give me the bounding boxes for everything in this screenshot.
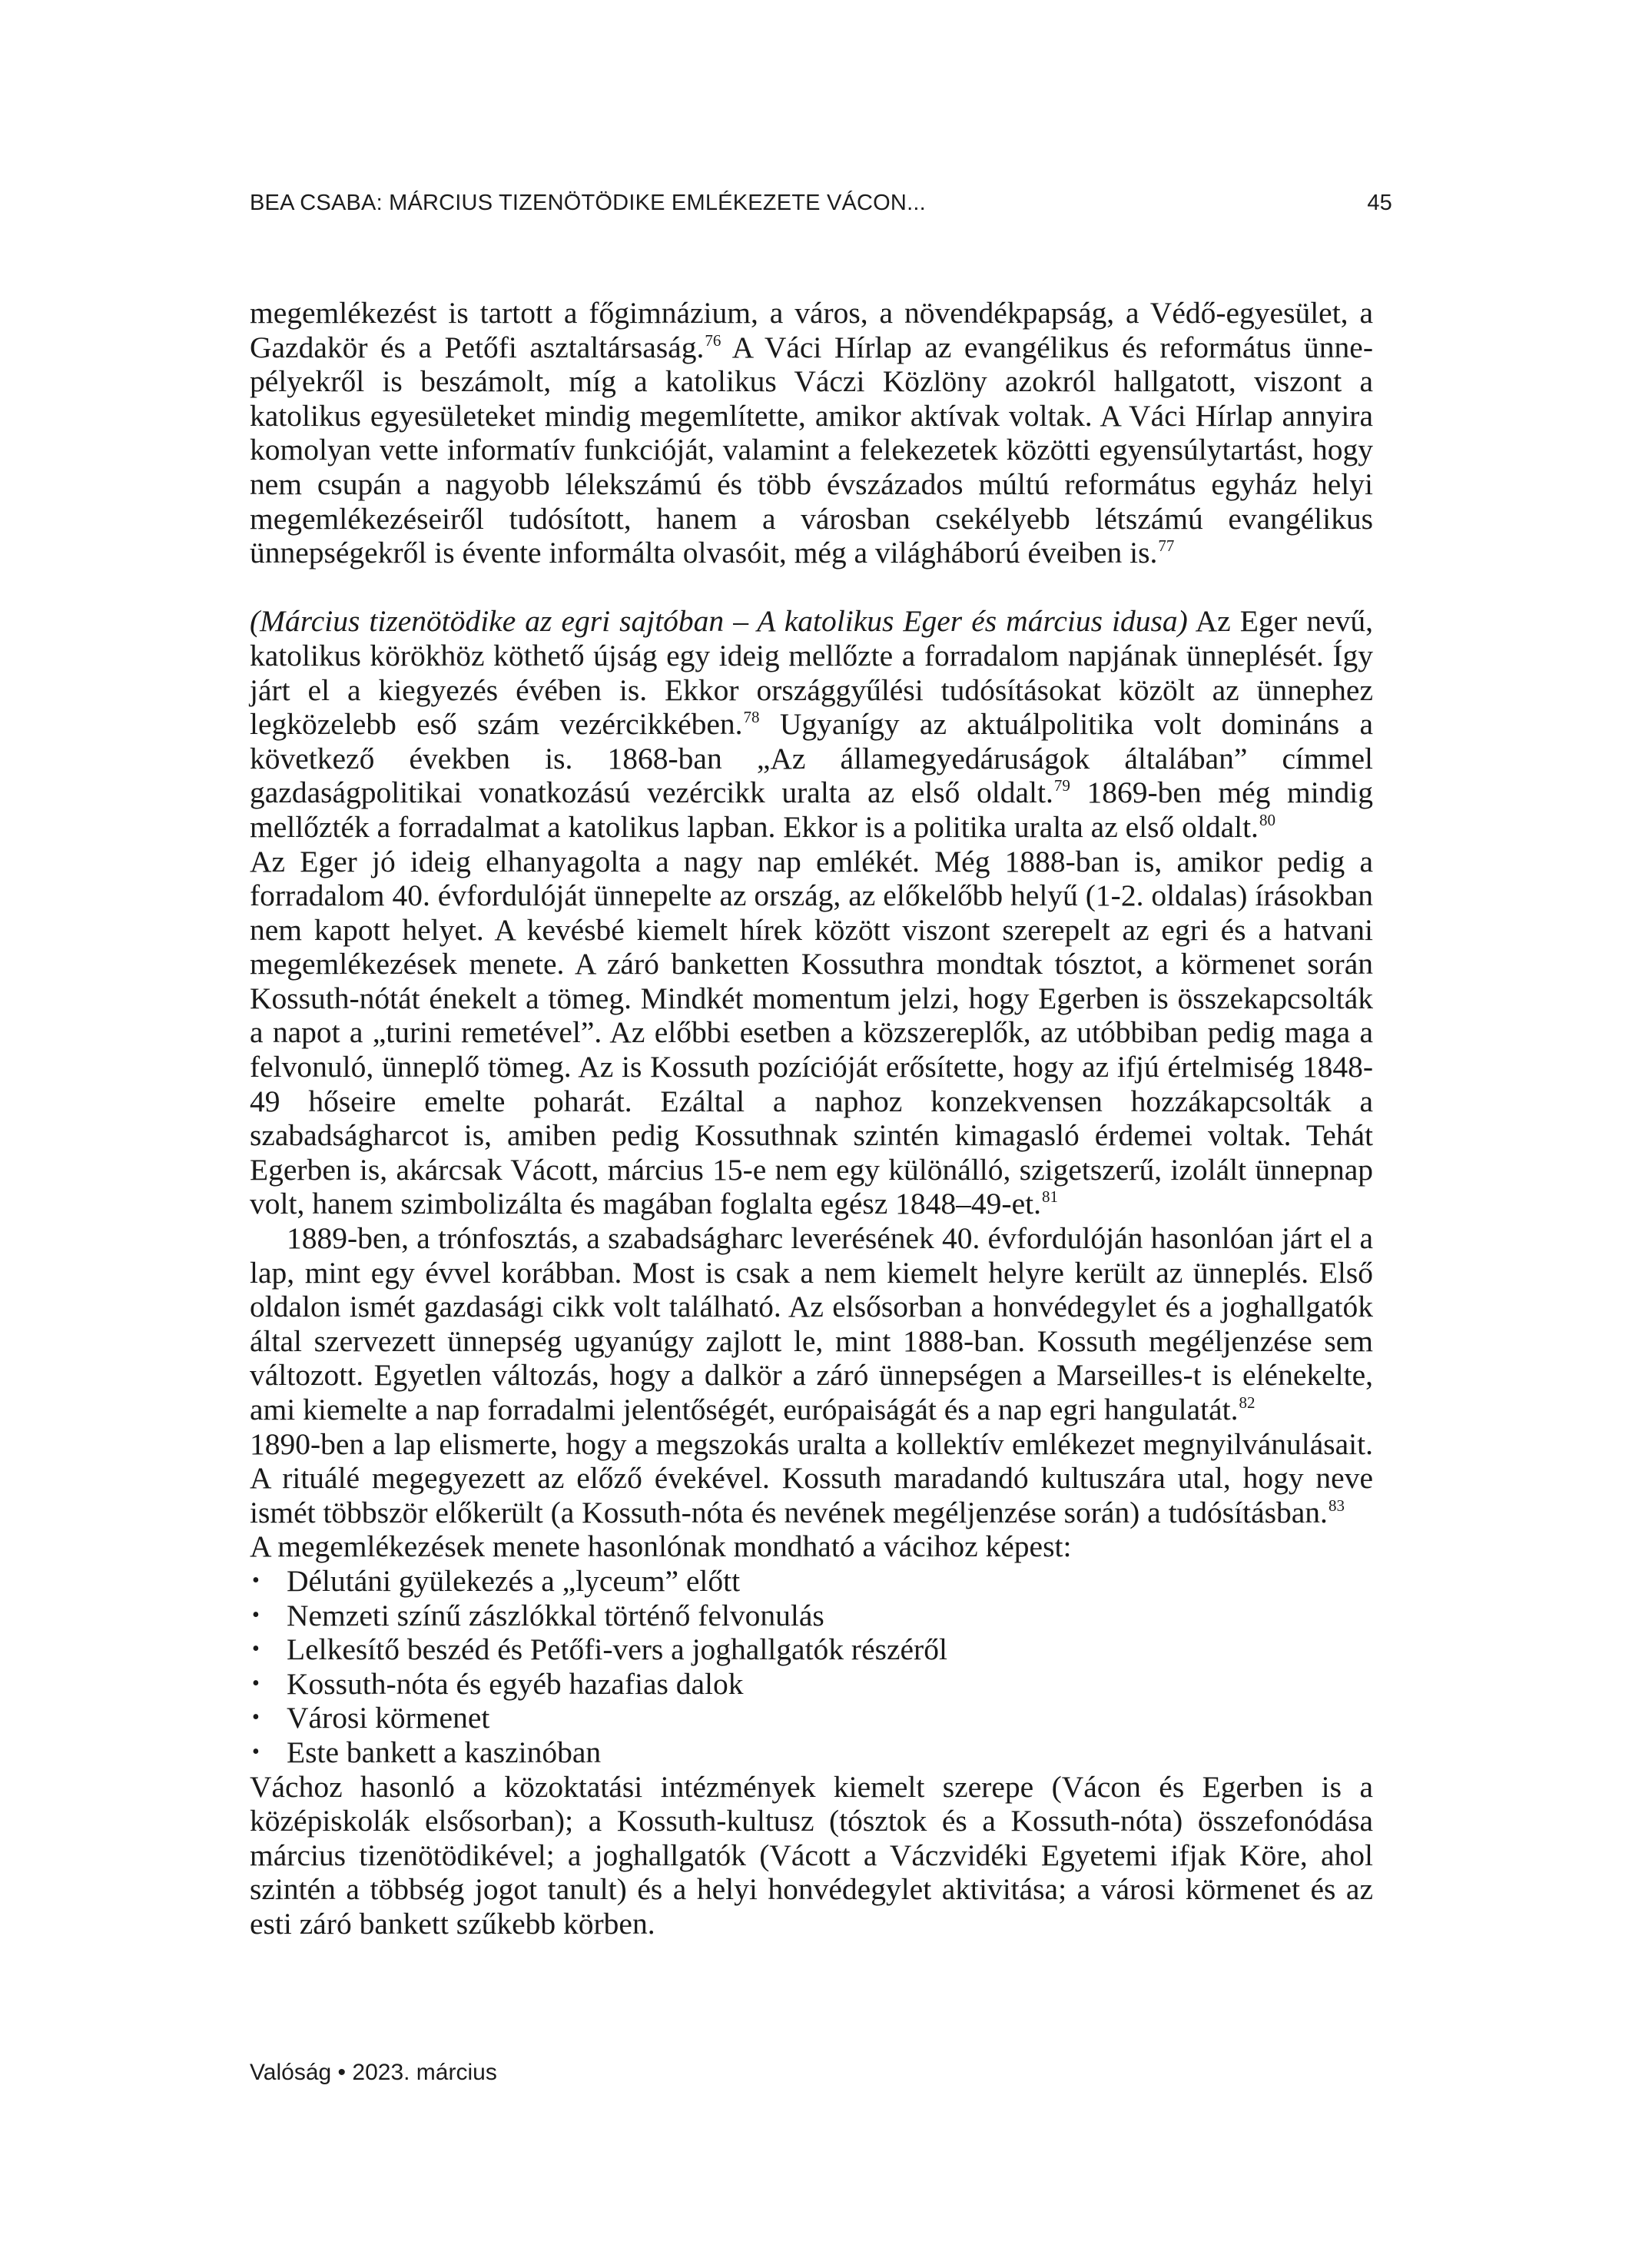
article-body: [250, 296, 1373, 1941]
list-item: [250, 1632, 1373, 1667]
paragraph-2: [250, 604, 1373, 844]
footnote-ref-83[interactable]: 83: [1328, 1496, 1345, 1515]
bullet-icon: •: [252, 1568, 260, 1592]
paragraph-text: A megemlékezések menete hasonlónak mondható a vácihoz képest:: [250, 1529, 1072, 1564]
list-item-text: Nemzeti színű zászlókkal történő felvonulás: [287, 1598, 824, 1632]
list-item-text: Városi körmenet: [287, 1701, 490, 1735]
running-header: [250, 191, 1392, 216]
paragraph-1: [250, 296, 1373, 570]
paragraph-text: 1889-ben, a trónfosztás, a szabadságharc leverésének 40. évfordulóján hasonlóan járt el a lap, mint egy évvel korábban. Most is csak a nem kiemelt helyre került az ünneplés. Első oldalon ismét gazdasági cikk volt található. Az elsősorban a honvédegylet és a joghallgatók által szervezett ünnepség ugyanúgy zajlott le, mint 1888-ban. Kossuth megéljenzése sem változott. Egyetlen változás, hogy a dalkör a záró ünnepségen a Marseilles-t is elénekelte, ami kiemelte a nap forradalmi jelentőségét, európaiságát és a nap egri hangulatát.: [250, 1221, 1373, 1426]
bullet-icon: •: [252, 1671, 260, 1695]
issue-date: 2023. március: [352, 2060, 497, 2085]
list-item: [250, 1735, 1373, 1770]
list-item: [250, 1599, 1373, 1633]
paragraph-6: [250, 1529, 1373, 1564]
paragraph-text: Ugyanígy az aktuálpolitika volt domináns a következő években is. 1868-ban „Az államegyedáruságok általában” címmel gazdaságpolitikai vonatkozású vezércikk uralta az első oldalt.: [250, 707, 1373, 810]
bullet-icon: •: [252, 1739, 260, 1764]
paragraph-3: [250, 845, 1373, 1222]
bullet-list: [250, 1564, 1373, 1770]
list-item-text: Kossuth-nóta és egyéb hazafias dalok: [287, 1666, 744, 1701]
list-item-text: Lelkesítő beszéd és Petőfi-vers a joghallgatók részéről: [287, 1632, 947, 1667]
footnote-ref-82[interactable]: 82: [1239, 1393, 1256, 1412]
paragraph-text: 1869-ben még mindig mellőzték a forradalmat a katolikus lapban. Ekkor is a politika uralta az első oldalt.: [250, 775, 1373, 844]
list-item-text: Délutáni gyülekezés a „lyceum” előtt: [287, 1563, 741, 1598]
bullet-icon: •: [252, 1602, 260, 1627]
footer-separator: •: [337, 2060, 347, 2085]
footnote-ref-81[interactable]: 81: [1041, 1187, 1058, 1207]
footnote-ref-78[interactable]: 78: [743, 708, 760, 727]
section-heading-italic: (Március tizenötödike az egri sajtóban – A katolikus Eger és március idusa): [250, 604, 1188, 639]
bullet-icon: •: [252, 1637, 260, 1662]
paragraph-spacer: [250, 570, 1373, 605]
footnote-ref-80[interactable]: 80: [1259, 810, 1275, 829]
bullet-icon: •: [252, 1705, 260, 1730]
paragraph-text: Váchoz hasonló a közoktatási intézmények kiemelt szerepe (Vácon és Egerben is a középiskolák elsősorban); a Kossuth-kultusz (tósztok és a Kossuth-nóta) összefonódása március tizenötödikével; a joghallgatók (Vácott a Váczvidéki Egyetemi ifjak Köre, ahol szintén a többség jogot tanult) és a helyi honvédegylet aktivitása; a városi körmenet és az esti záró bankett szűkebb körben.: [250, 1769, 1373, 1941]
journal-name: Valóság: [250, 2060, 332, 2085]
paragraph-4: [250, 1221, 1373, 1427]
page-footer: [250, 2060, 497, 2086]
list-item: [250, 1701, 1373, 1735]
paragraph-text: Az Eger nevű, katolikus körökhöz köthető újság egy ideig mellőzte a forradalom napjának ünneplését. Így járt el a kiegyezés évében is. Ekkor országgyűlési tudósításokat közölt az ünnephez legközelebb eső szám vezércikkében.: [250, 604, 1373, 742]
running-title: BEA CSABA: MÁRCIUS TIZENÖTÖDIKE EMLÉKEZETE VÁCON...: [250, 191, 926, 215]
paragraph-text: 1890-ben a lap elismerte, hogy a megszokás uralta a kollektív emlékezet megnyilvánulásait. A rituálé megegyezett az előző évekével. Kossuth maradandó kultuszára utal, hogy neve ismét többször előkerült (a Kossuth-nóta és nevének megéljenzése során) a tudósításban.: [250, 1426, 1373, 1529]
paragraph-text: A Váci Hírlap az evangélikus és református ünnepélyekről is beszámolt, míg a katolikus Váczi Közlöny azokról hallgatott, viszont a katolikus egyesületeket mindig megemlítette, amikor aktívak voltak. A Váci Hírlap annyira komolyan vette informatív funkcióját, valamint a felekezetek közötti egyensúlytartást, hogy nem csupán a nagyobb lélekszámú és több évszázados múltú református egyház helyi megemlékezéseiről tudósított, hanem a városban csekélyebb létszámú evangélikus ünnepségekről is évente informálta olvasóit, még a világháború éveiben is.: [250, 330, 1373, 570]
list-item: [250, 1667, 1373, 1702]
paragraph-text: megemlékezést is tartott a főgimnázium, a város, a növendékpapság, a Védő-egyesület, a Gazdakör és a Petőfi asztaltársaság.: [250, 296, 1373, 364]
page-number: 45: [1367, 191, 1392, 215]
list-item-text: Este bankett a kaszinóban: [287, 1735, 602, 1769]
paragraph-5: [250, 1427, 1373, 1530]
footnote-ref-76[interactable]: 76: [705, 330, 721, 350]
paragraph-7: [250, 1770, 1373, 1941]
footnote-ref-79[interactable]: 79: [1053, 776, 1070, 795]
list-item: [250, 1564, 1373, 1599]
footnote-ref-77[interactable]: 77: [1158, 536, 1175, 556]
paragraph-text: Az Eger jó ideig elhanyagolta a nagy nap emlékét. Még 1888-ban is, amikor pedig a forradalom 40. évfordulóját ünnepelte az ország, az előkelőbb helyű (1-2. oldalas) írásokban nem kapott helyet. A kevésbé kiemelt hírek között viszont szerepelt az egri és a hatvani megemlékezések menete. A záró banketten Kossuthra mondtak tósztot, a körmenet során Kossuth-nótát énekelt a tömeg. Mindkét momentum jelzi, hogy Egerben is összekapcsolták a napot a „turini remetével”. Az előbbi esetben a közszereplők, az utóbbiban pedig maga a felvonuló, ünneplő tömeg. Az is Kossuth pozícióját erősítette, hogy az ifjú értelmiség 1848-49 hőseire emelte poharát. Ezáltal a naphoz konzekvensen hozzákapcsolták a szabadságharcot is, amiben pedig Kossuthnak szintén kimagasló érdemei voltak. Tehát Egerben is, akárcsak Vácott, március 15-e nem egy különálló, szigetszerű, izolált ünnepnap volt, hanem szimbolizálta és magában foglalta egész 1848–49-et.: [250, 844, 1373, 1221]
